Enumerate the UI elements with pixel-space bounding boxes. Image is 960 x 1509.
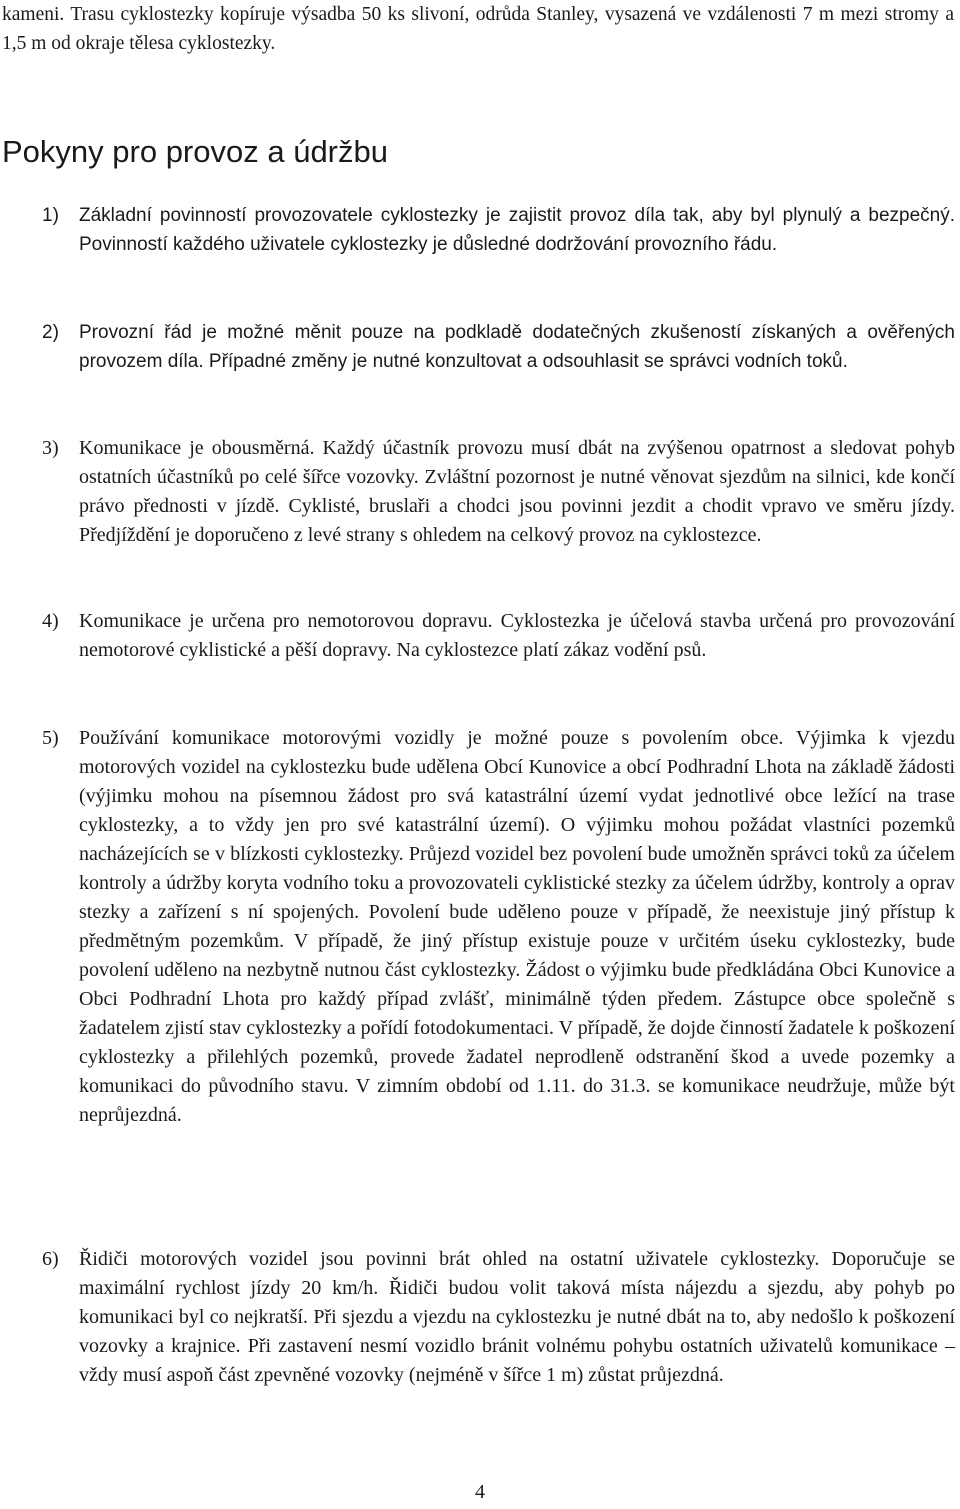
list-item-2 [42,318,955,376]
list-item-number: 2) [42,322,59,343]
list-item-number: 1) [42,205,59,226]
list-item-text: Základní povinností provozovatele cyklostezky je zajistit provoz díla tak, aby byl plynulý a bezpečný. Povinností každého uživatele cyklostezky je důsledné dodržování provozního řádu. [79,205,955,255]
list-item-text: Provozní řád je možné měnit pouze na podkladě dodatečných zkušeností získaných a ověřených provozem díla. Případné změny je nutné konzultovat a odsouhlasit se správci vodních toků. [79,322,955,372]
list-item-4 [42,607,955,665]
list-item-text: Komunikace je určena pro nemotorovou dopravu. Cyklostezka je účelová stavba určená pro provozování nemotorové cyklistické a pěší dopravy. Na cyklostezce platí zákaz vodění psů. [79,610,955,661]
list-item-number: 6) [42,1248,59,1270]
list-item-5 [42,724,955,1130]
list-item-number: 5) [42,727,59,749]
list-item-number: 3) [42,437,59,459]
list-item-3 [42,434,955,550]
list-item-text: Komunikace je obousměrná. Každý účastník provozu musí dbát na zvýšenou opatrnost a sledovat pohyb ostatních účastníků po celé šířce vozovky. Zvláštní pozornost je nutné věnovat sjezdům na silnici, kde končí právo přednosti v jízdě. Cyklisté, bruslaři a chodci jsou povinni jezdit a chodit vpravo ve směru jízdy. Předjíždění je doporučeno z levé strany s ohledem na celkový provoz na cyklostezce. [79,437,955,546]
list-item-text: Používání komunikace motorovými vozidly je možné pouze s povolením obce. Výjimka k vjezdu motorových vozidel na cyklostezku bude udělena Obcí Kunovice a obcí Podhradní Lhota na základě žádosti (výjimku mohou na písemnou žádost pro svá katastrální území vydat jednotlivé obce ležící na trase cyklostezky, a to vždy jen pro své katastrální území). O výjimku mohou požádat vlastníci pozemků nacházejících se v blízkosti cyklostezky. Průjezd vozidel bez povolení bude umožněn správci toků za účelem kontroly a údržby koryta vodního toku a provozovateli cyklistické stezky za účelem údržby, kontroly a oprav stezky a zařízení s ní spojených. Povolení bude uděleno pouze v případě, že neexistuje jiný přístup k předmětným pozemkům. V případě, že jiný přístup existuje pouze v určitém úseku cyklostezky, bude povolení uděleno na nezbytně nutnou část cyklostezky. Žádost o výjimku bude předkládána Obci Kunovice a Obci Podhradní Lhota pro každý případ zvlášť, minimálně týden předem. Zástupce obce společně s žadatelem zjistí stav cyklostezky a pořídí fotodokumentaci. V případě, že dojde činností žadatele k poškození cyklostezky a přilehlých pozemků, provede žadatel neprodleně odstranění škod a uvede pozemky a komunikaci do původního stavu. V zimním období od 1.11. do 31.3. se komunikace neudržuje, může být neprůjezdná. [79,727,955,1126]
list-item-text: Řidiči motorových vozidel jsou povinni brát ohled na ostatní uživatele cyklostezky. Doporučuje se maximální rychlost jízdy 20 km/h. Řidiči budou volit taková místa nájezdu a sjezdu, aby pohyb po komunikaci byl co nejkratší. Při sjezdu a vjezdu na cyklostezku je nutné dbát na to, aby nedošlo k poškození vozovky a krajnice. Při zastavení nesmí vozidlo bránit volnému pohybu ostatních uživatelů komunikace – vždy musí aspoň část zpevněné vozovky (nejméně v šířce 1 m) zůstat průjezdná. [79,1248,955,1386]
list-item-number: 4) [42,610,59,632]
section-heading: Pokyny pro provoz a údržbu [2,134,388,169]
list-item-6 [42,1245,955,1390]
intro-paragraph: kameni. Trasu cyklostezky kopíruje výsadba 50 ks slivoní, odrůda Stanley, vysazená ve vzdálenosti 7 m mezi stromy a 1,5 m od okraje tělesa cyklostezky. [2,4,954,54]
list-item-1 [42,201,955,259]
page-number: 4 [475,1481,485,1503]
